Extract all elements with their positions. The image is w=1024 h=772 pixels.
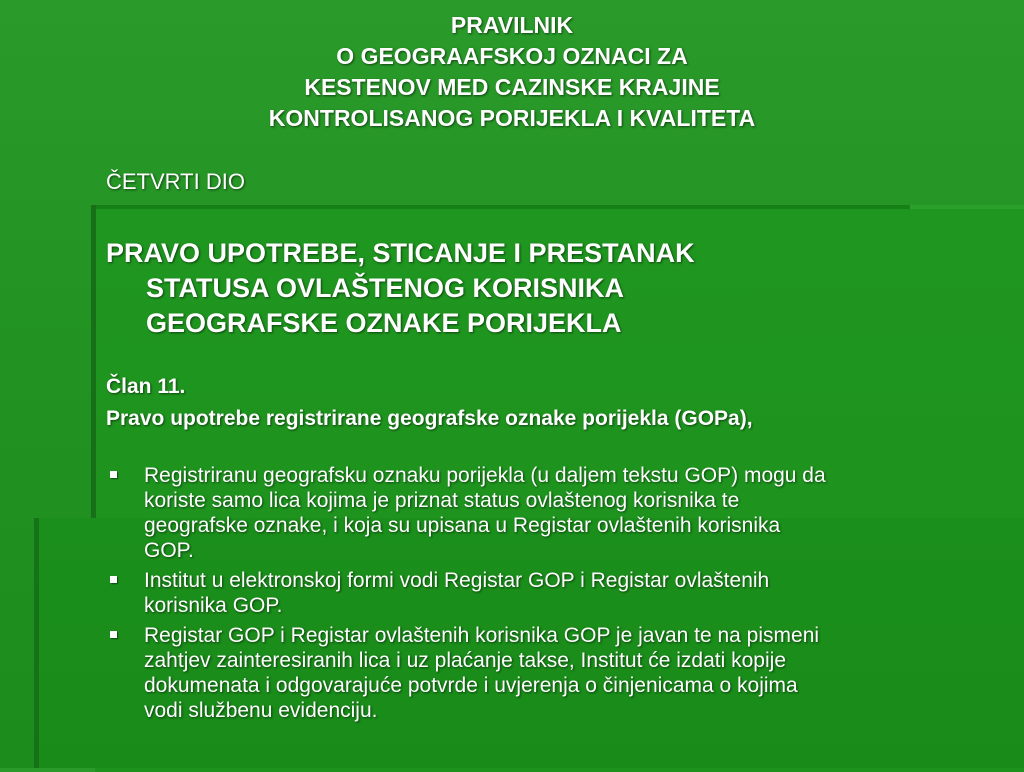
title-line: O GEOGRAAFSKOJ OZNACI ZA	[336, 43, 688, 69]
list-item-text	[144, 623, 986, 723]
list-item-line: dokumenata i odgovarajuće potvrde i uvjerenja o činjenicama o kojima	[144, 674, 798, 697]
list-item-text	[144, 463, 986, 563]
list-item-line: zahtjev zainteresiranih lica i uz plaćanje takse, Institut će izdati kopije	[144, 649, 786, 672]
list-item	[106, 463, 986, 563]
list-item-line: Registar GOP i Registar ovlaštenih korisnika GOP je javan te na pismeni	[144, 624, 820, 647]
bullet-list	[106, 463, 986, 728]
list-item-line: vodi službenu evidenciju.	[144, 699, 378, 722]
title-line: PRAVILNIK	[450, 12, 574, 38]
section-label: ČETVRTI DIO	[106, 169, 245, 194]
list-item-line: Institut u elektronskoj formi vodi Registar GOP i Registar ovlaštenih	[144, 569, 770, 592]
slide-title	[100, 10, 924, 134]
heading-line: STATUSA OVLAŠTENOG KORISNIKA	[146, 273, 625, 303]
title-line: KESTENOV MED CAZINSKE KRAJINE	[304, 74, 720, 100]
square-bullet-icon	[110, 576, 117, 583]
title-line: KONTROLISANOG PORIJEKLA I KVALITETA	[268, 105, 756, 131]
square-bullet-icon	[110, 471, 117, 478]
heading-line: PRAVO UPOTREBE, STICANJE I PRESTANAK	[106, 238, 695, 268]
section-heading	[106, 236, 906, 341]
list-item-line: koriste samo lica kojima je priznat status ovlaštenog korisnika te	[144, 489, 740, 512]
article-title: Pravo upotrebe registrirane geografske oznake porijekla (GOPa),	[106, 407, 753, 430]
list-item	[106, 623, 986, 723]
list-item-line: Registriranu geografsku oznaku porijekla (u daljem tekstu GOP) mogu da	[144, 464, 826, 487]
background-panel-lower-edge	[34, 518, 39, 768]
list-item-line: korisnika GOP.	[144, 594, 283, 617]
list-item	[106, 568, 986, 618]
list-item-line: GOP.	[144, 539, 194, 562]
article-number: Član 11.	[106, 375, 186, 398]
heading-line: GEOGRAFSKE OZNAKE PORIJEKLA	[146, 308, 622, 338]
background-stripe	[910, 205, 1024, 209]
list-item-line: geografske oznake, i koja su upisana u Registar ovlaštenih korisnika	[144, 514, 781, 537]
square-bullet-icon	[110, 631, 117, 638]
list-item-text	[144, 568, 986, 618]
